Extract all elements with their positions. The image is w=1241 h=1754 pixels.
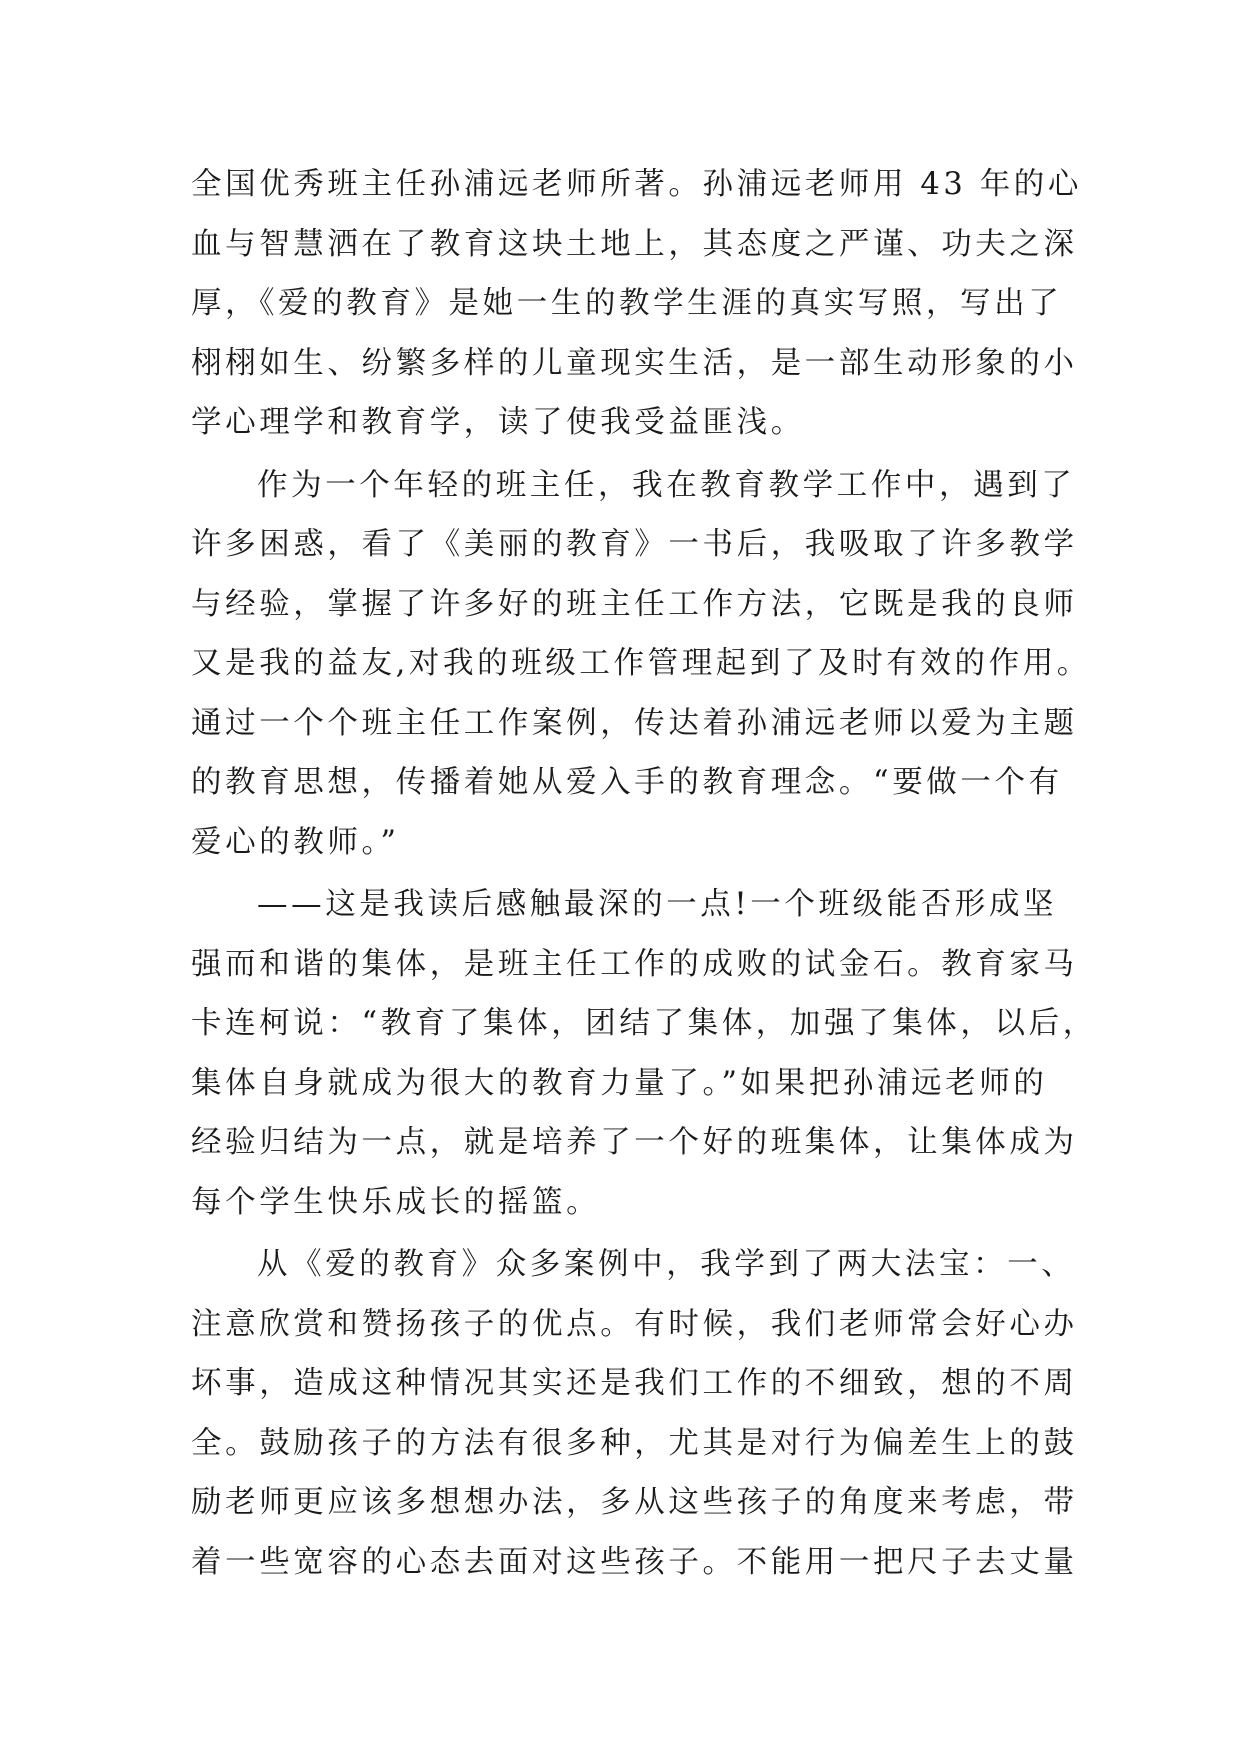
text-line: 的教育思想，传播着她从爱入手的教育理念。“要做一个有 [191, 765, 1063, 800]
paragraph [191, 875, 1097, 1232]
text-line: 励老师更应该多想想办法，多从这些孩子的角度来考虑，带 [191, 1485, 1078, 1520]
text-line: 厚，《爱的教育》是她一生的教学生涯的真实写照，写出了 [191, 286, 1063, 321]
text-line: 学心理学和教育学，读了使我受益匪浅。 [191, 405, 805, 440]
text-line: 强而和谐的集体，是班主任工作的成败的试金石。教育家马 [191, 946, 1078, 982]
text-line: 通过一个个班主任工作案例，传达着孙浦远老师以爱为主题 [191, 705, 1078, 741]
text-line: 作为一个年轻的班主任，我在教育教学工作中，遇到了 [257, 467, 1076, 503]
text-line: 许多困惑，看了《美丽的教育》一书后，我吸取了许多教学 [191, 527, 1078, 562]
paragraph [191, 456, 1091, 873]
text-line: 注意欣赏和赞扬孩子的优点。有时候，我们老师常会好心办 [191, 1306, 1078, 1342]
text-line: 经验归结为一点，就是培养了一个好的班集体，让集体成为 [191, 1125, 1078, 1160]
text-line: 着一些宽容的心态去面对这些孩子。不能用一把尺子去丈量 [191, 1544, 1078, 1580]
text-line: 栩栩如生、纷繁多样的儿童现实生活，是一部生动形象的小 [191, 345, 1078, 381]
text-line: 每个学生快乐成长的摇篮。 [191, 1184, 601, 1220]
text-line: 又是我的益友,对我的班级工作管理起到了及时有效的作用。 [191, 646, 1091, 681]
text-line: 全国优秀班主任孙浦远老师所著。孙浦远老师用 43 年的心 [191, 167, 1082, 202]
text-line: ——这是我读后感触最深的一点!一个班级能否形成坚 [257, 887, 1058, 922]
text-line: 集体自身就成为很大的教育力量了。”如果把孙浦远老师的 [191, 1065, 1048, 1101]
text-line: 坏事，造成这种情况其实还是我们工作的不细致，想的不周 [191, 1366, 1078, 1401]
paragraph [191, 155, 1082, 453]
text-line: 与经验，掌握了许多好的班主任工作方法，它既是我的良师 [191, 586, 1078, 622]
paragraph [191, 1235, 1078, 1592]
text-line: 卡连柯说：“教育了集体，团结了集体，加强了集体，以后， [191, 1006, 1097, 1041]
body-text [191, 155, 1097, 1592]
text-line: 血与智慧洒在了教育这块土地上，其态度之严谨、功夫之深 [191, 226, 1078, 262]
text-line: 从《爱的教育》众多案例中，我学到了两大法宝：一、 [257, 1247, 1076, 1282]
text-line: 全。鼓励孩子的方法有很多种，尤其是对行为偏差生上的鼓 [191, 1425, 1078, 1461]
text-line: 爱心的教师。” [191, 824, 400, 860]
